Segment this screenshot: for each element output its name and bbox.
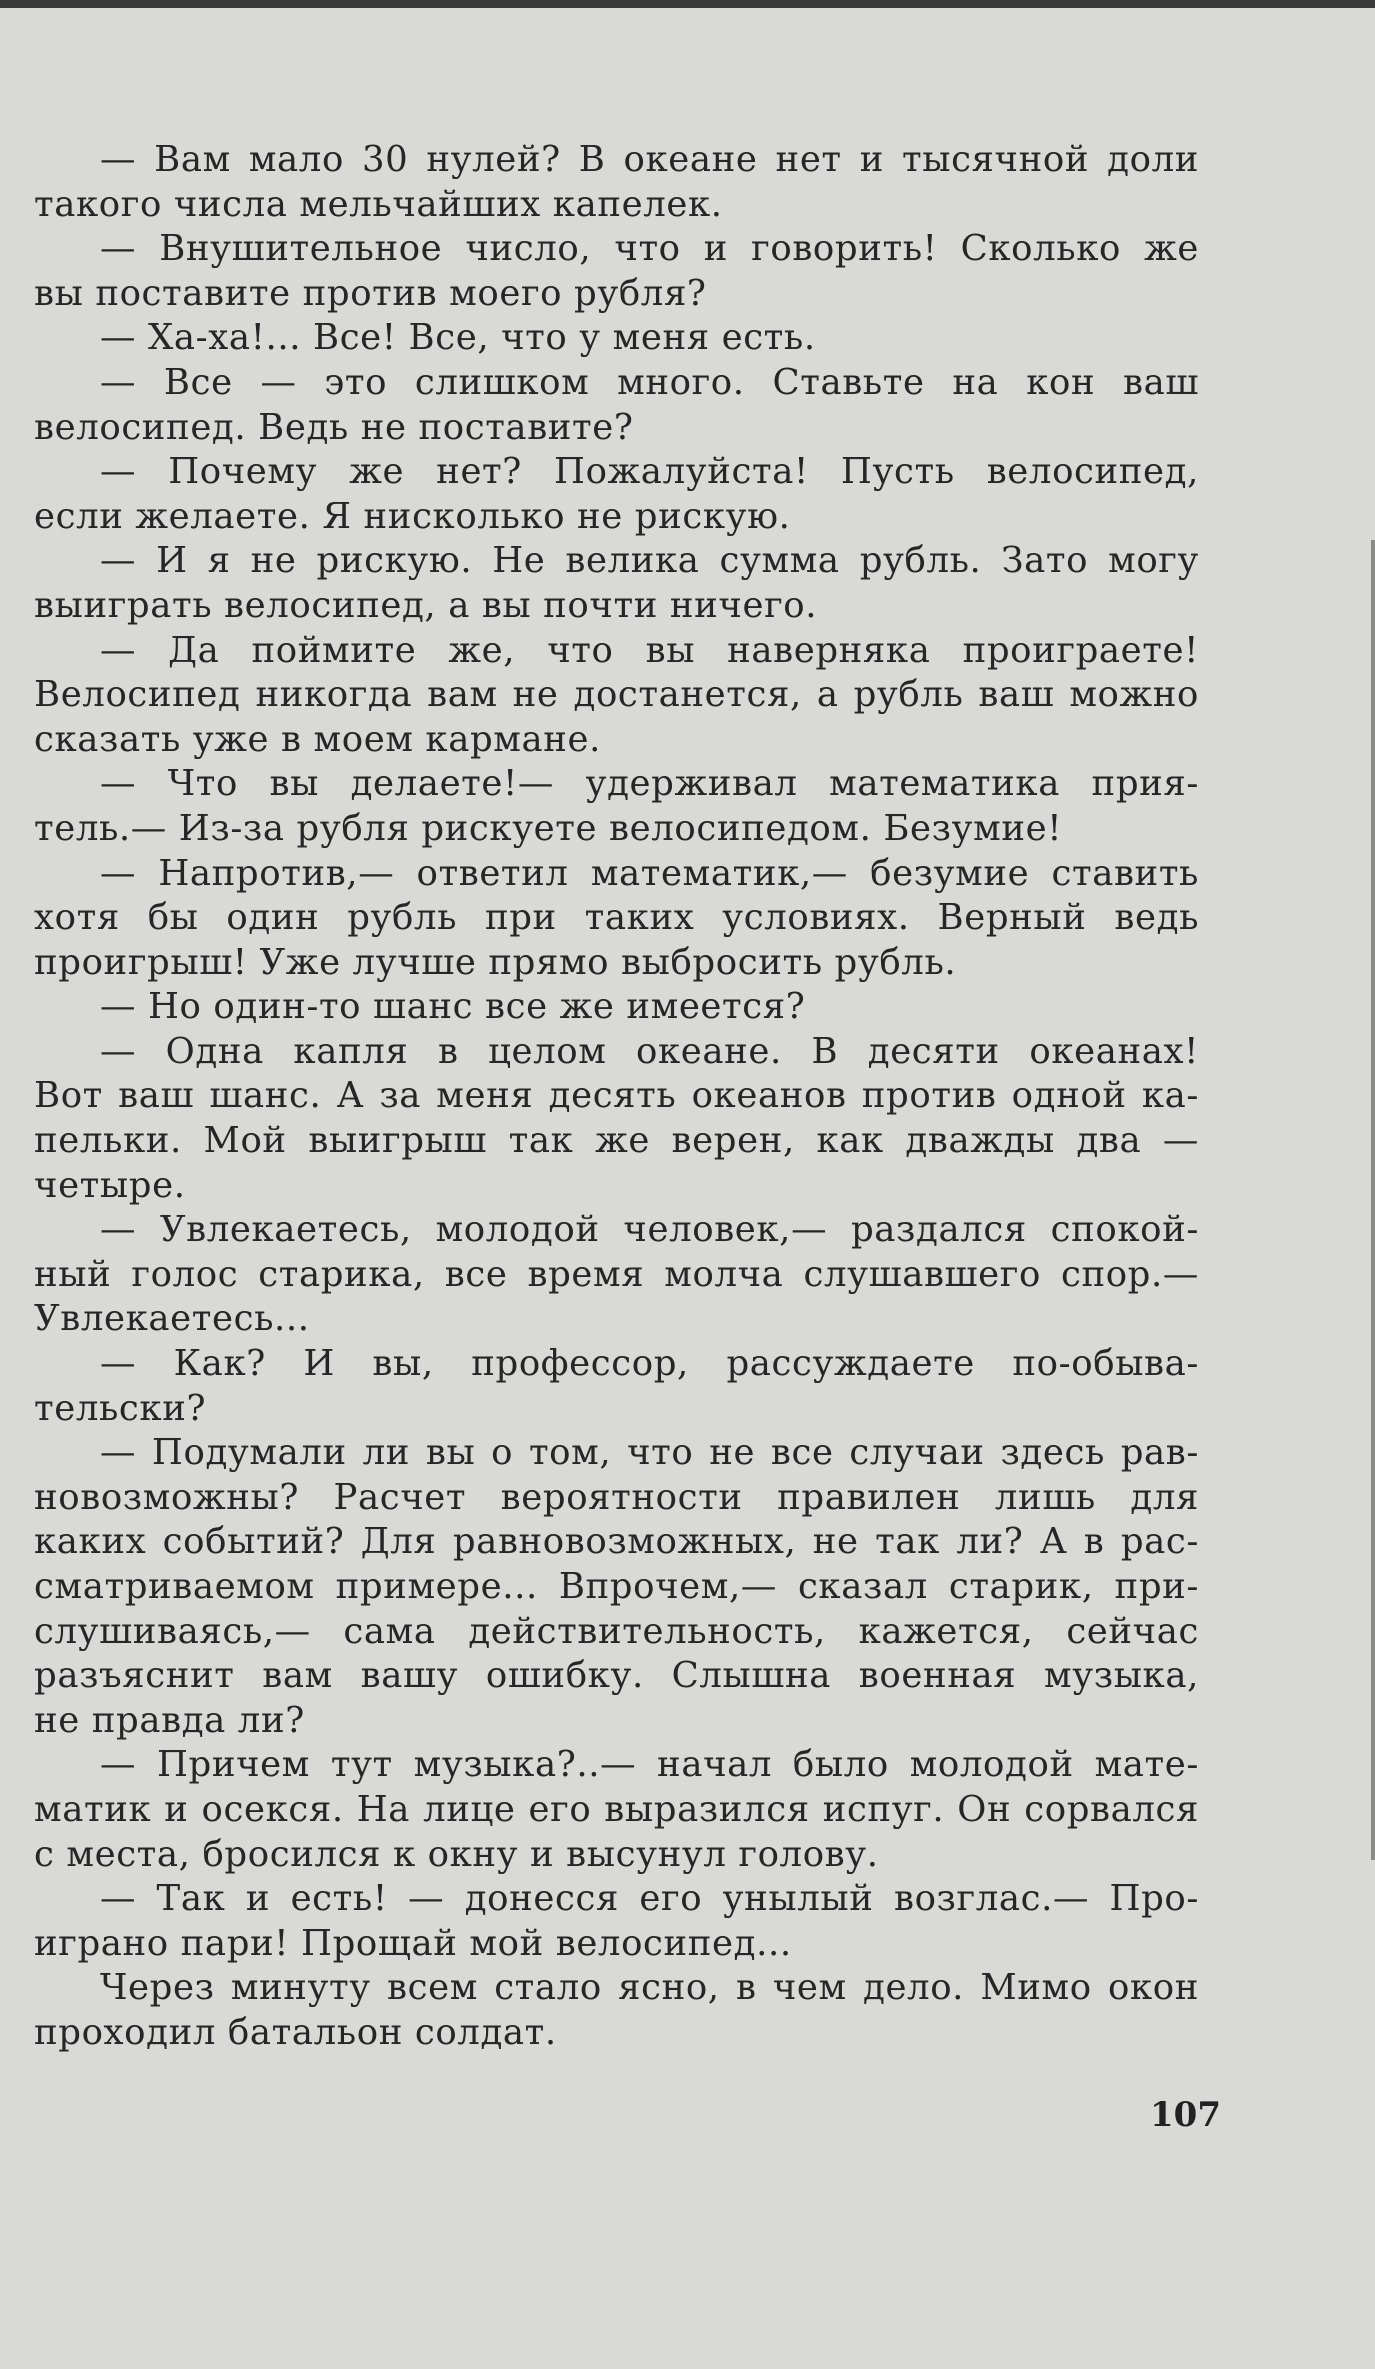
text-line: — Вам мало 30 нулей? В океане нет и тысячной доли <box>100 139 1199 180</box>
text-line: тель.— Из-за рубля рискуете велосипедом. Безумие! <box>34 807 1063 849</box>
text-line: — Увлекаетесь, молодой человек,— раздался спокой- <box>100 1209 1199 1251</box>
text-line: новозможны? Расчет вероятности правилен лишь для <box>34 1476 1199 1518</box>
body-text <box>34 138 1199 2056</box>
text-line: — Одна капля в целом океане. В десяти океанах! <box>100 1030 1199 1072</box>
text-line: — Ха-ха!... Все! Все, что у меня есть. <box>100 317 816 359</box>
text-line: играно пари! Прощай мой велосипед... <box>34 1922 792 1964</box>
text-line: с места, бросился к окну и высунул голову. <box>34 1833 879 1875</box>
text-line: проходил батальон солдат. <box>34 2011 557 2053</box>
text-line: — Внушительное число, что и говорить! Сколько же <box>100 228 1199 270</box>
text-line: Через минуту всем стало ясно, в чем дело. Мимо окон <box>100 1967 1199 2009</box>
text-line: матик и осекся. На лице его выразился испуг. Он сорвался <box>34 1788 1199 1830</box>
text-line: Велосипед никогда вам не достанется, а рубль ваш можно <box>34 674 1199 716</box>
text-line: Увлекаетесь... <box>34 1298 310 1340</box>
text-line: не правда ли? <box>34 1699 305 1741</box>
text-line: — Напротив,— ответил математик,— безумие ставить <box>100 852 1199 894</box>
text-line: — И я не рискую. Не велика сумма рубль. Зато могу <box>100 540 1199 582</box>
text-line: каких событий? Для равновозможных, не так ли? А в рас- <box>34 1521 1199 1563</box>
text-line: ный голос старика, все время молча слушавшего спор.— <box>34 1253 1199 1295</box>
text-line: хотя бы один рубль при таких условиях. Верный ведь <box>34 897 1199 939</box>
text-line: слушиваясь,— сама действительность, кажется, сейчас <box>34 1610 1199 1652</box>
text-line: такого числа мельчайших капелек. <box>34 183 723 225</box>
text-line: тельски? <box>34 1387 207 1429</box>
text-line: четыре. <box>34 1164 186 1206</box>
text-line: — Но один-то шанс все же имеется? <box>100 986 806 1028</box>
text-line: — Почему же нет? Пожалуйста! Пусть велосипед, <box>100 451 1199 493</box>
text-line: проигрыш! Уже лучше прямо выбросить рубль. <box>34 941 957 983</box>
text-line: — Как? И вы, профессор, рассуждаете по-обыва- <box>100 1343 1199 1385</box>
text-line: пельки. Мой выигрыш так же верен, как дважды два — <box>34 1120 1199 1162</box>
text-line: если желаете. Я нисколько не рискую. <box>34 495 791 537</box>
text-line: вы поставите против моего рубля? <box>34 272 707 314</box>
text-line: велосипед. Ведь не поставите? <box>34 406 634 448</box>
page-binding-edge <box>1371 540 1375 1860</box>
text-line: выиграть велосипед, а вы почти ничего. <box>34 584 818 626</box>
text-line: сматриваемом примере... Впрочем,— сказал старик, при- <box>34 1566 1199 1607</box>
text-line: — Что вы делаете!— удерживал математика прия- <box>100 763 1199 805</box>
text-line: — Причем тут музыка?..— начал было молодой мате- <box>100 1744 1199 1786</box>
text-line: — Подумали ли вы о том, что не все случаи здесь рав- <box>100 1432 1199 1474</box>
text-line: Вот ваш шанс. А за меня десять океанов против одной ка- <box>34 1075 1199 1117</box>
text-line: — Да поймите же, что вы наверняка проиграете! <box>100 629 1199 671</box>
text-line: — Все — это слишком много. Ставьте на кон ваш <box>100 361 1199 403</box>
text-line: сказать уже в моем кармане. <box>34 718 602 760</box>
text-line: разъяснит вам вашу ошибку. Слышна военная музыка, <box>34 1655 1199 1697</box>
page-number: 107 <box>1150 2095 1221 2135</box>
page-top-edge <box>0 0 1375 8</box>
text-line: — Так и есть! — донесся его унылый возглас.— Про- <box>100 1878 1199 1920</box>
